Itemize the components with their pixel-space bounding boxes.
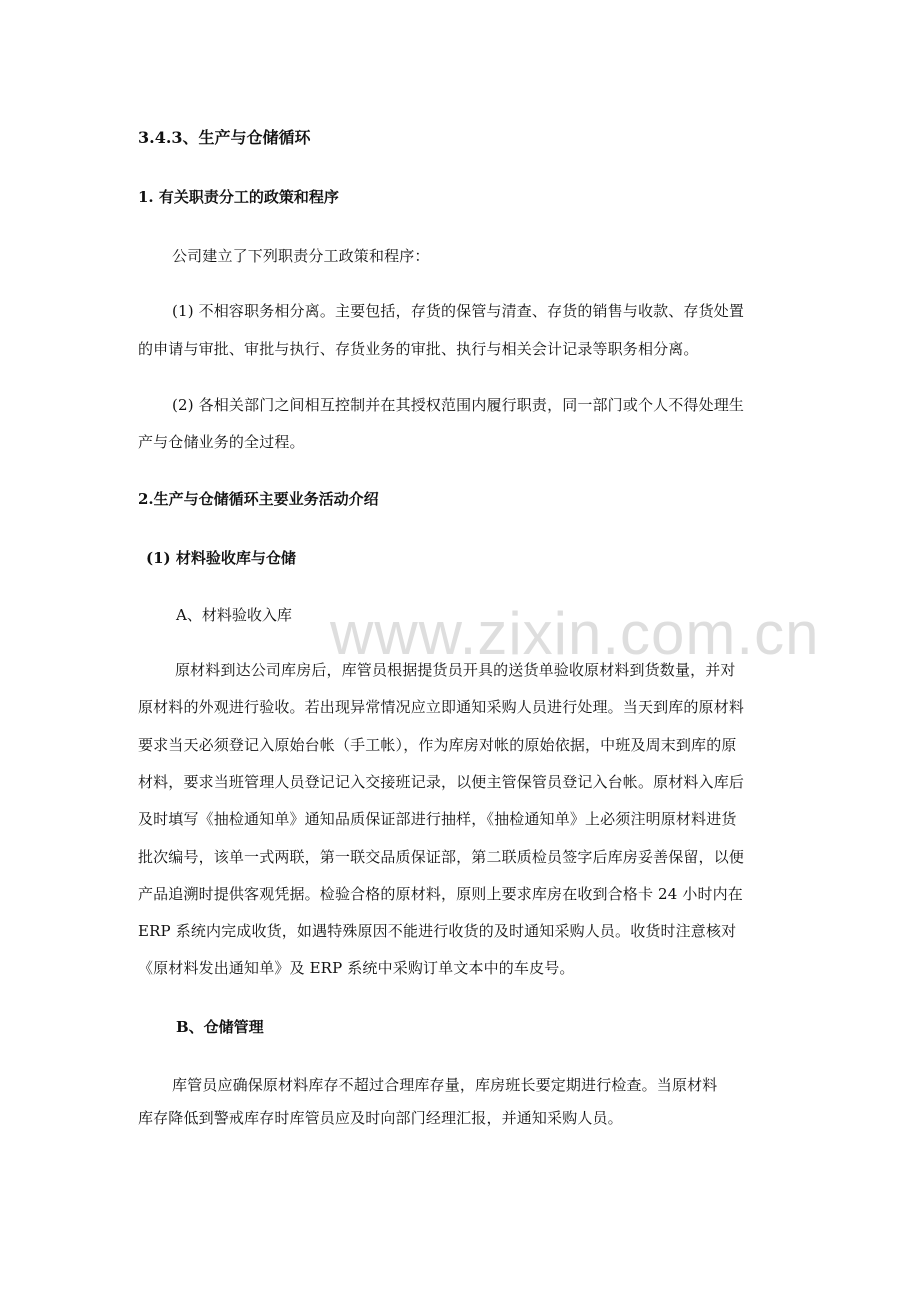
sub1-heading: (1) 材料验收库与仓储	[146, 549, 296, 567]
subA-line: ERP 系统内完成收货，如遇特殊原因不能进行收货的及时通知采购人员。收货时注意核对	[138, 922, 737, 940]
subA-line: 原材料到达公司库房后，库管员根据提货员开具的送货单验收原材料到货数量，并对	[175, 661, 736, 679]
item1-line1: (1) 不相容职务相分离。主要包括，存货的保管与清查、存货的销售与收款、存货处置	[172, 302, 745, 320]
item2-line1: (2) 各相关部门之间相互控制并在其授权范围内履行职责，同一部门或个人不得处理生	[172, 396, 745, 414]
item1-line2: 的申请与审批、审批与执行、存货业务的审批、执行与相关会计记录等职务相分离。	[138, 340, 699, 358]
subA-line: 批次编号，该单一式两联，第一联交品质保证部，第二联质检员签字后库房妥善保留，以便	[138, 848, 745, 866]
part1-heading: 1. 有关职责分工的政策和程序	[138, 188, 339, 206]
subA-line: 材料，要求当班管理人员登记记入交接班记录，以便主管保管员登记入台帐。原材料入库后	[138, 773, 745, 791]
section-title: 3.4.3、生产与仓储循环	[138, 128, 311, 147]
subB-line: 库管员应确保原材料库存不超过合理库存量，库房班长要定期进行检查。当原材料	[172, 1076, 718, 1094]
subA-line: 及时填写《抽检通知单》通知品质保证部进行抽样，《抽检通知单》上必须注明原材料进货	[138, 810, 737, 828]
subA-line: 要求当天必须登记入原始台帐（手工帐），作为库房对帐的原始依据，中班及周末到库的原	[138, 736, 737, 754]
item2-line2: 产与仓储业务的全过程。	[138, 433, 305, 451]
part1-intro: 公司建立了下列职责分工政策和程序：	[172, 247, 430, 265]
subA-line: 《原材料发出通知单》及 ERP 系统中采购订单文本中的车皮号。	[138, 959, 575, 977]
subB-heading: B、仓储管理	[176, 1018, 264, 1036]
subA-line: 产品追溯时提供客观凭据。检验合格的原材料，原则上要求库房在收到合格卡 24 小时内在	[138, 885, 743, 903]
subB-line: 库存降低到警戒库存时库管员应及时向部门经理汇报，并通知采购人员。	[138, 1109, 623, 1127]
subA-line: 原材料的外观进行验收。若出现异常情况应立即通知采购人员进行处理。当天到库的原材料	[138, 698, 745, 716]
part2-heading: 2.生产与仓储循环主要业务活动介绍	[138, 490, 379, 508]
subA-heading: A、材料验收入库	[176, 606, 292, 624]
watermark: www.zixin.com.cn	[330, 600, 820, 667]
